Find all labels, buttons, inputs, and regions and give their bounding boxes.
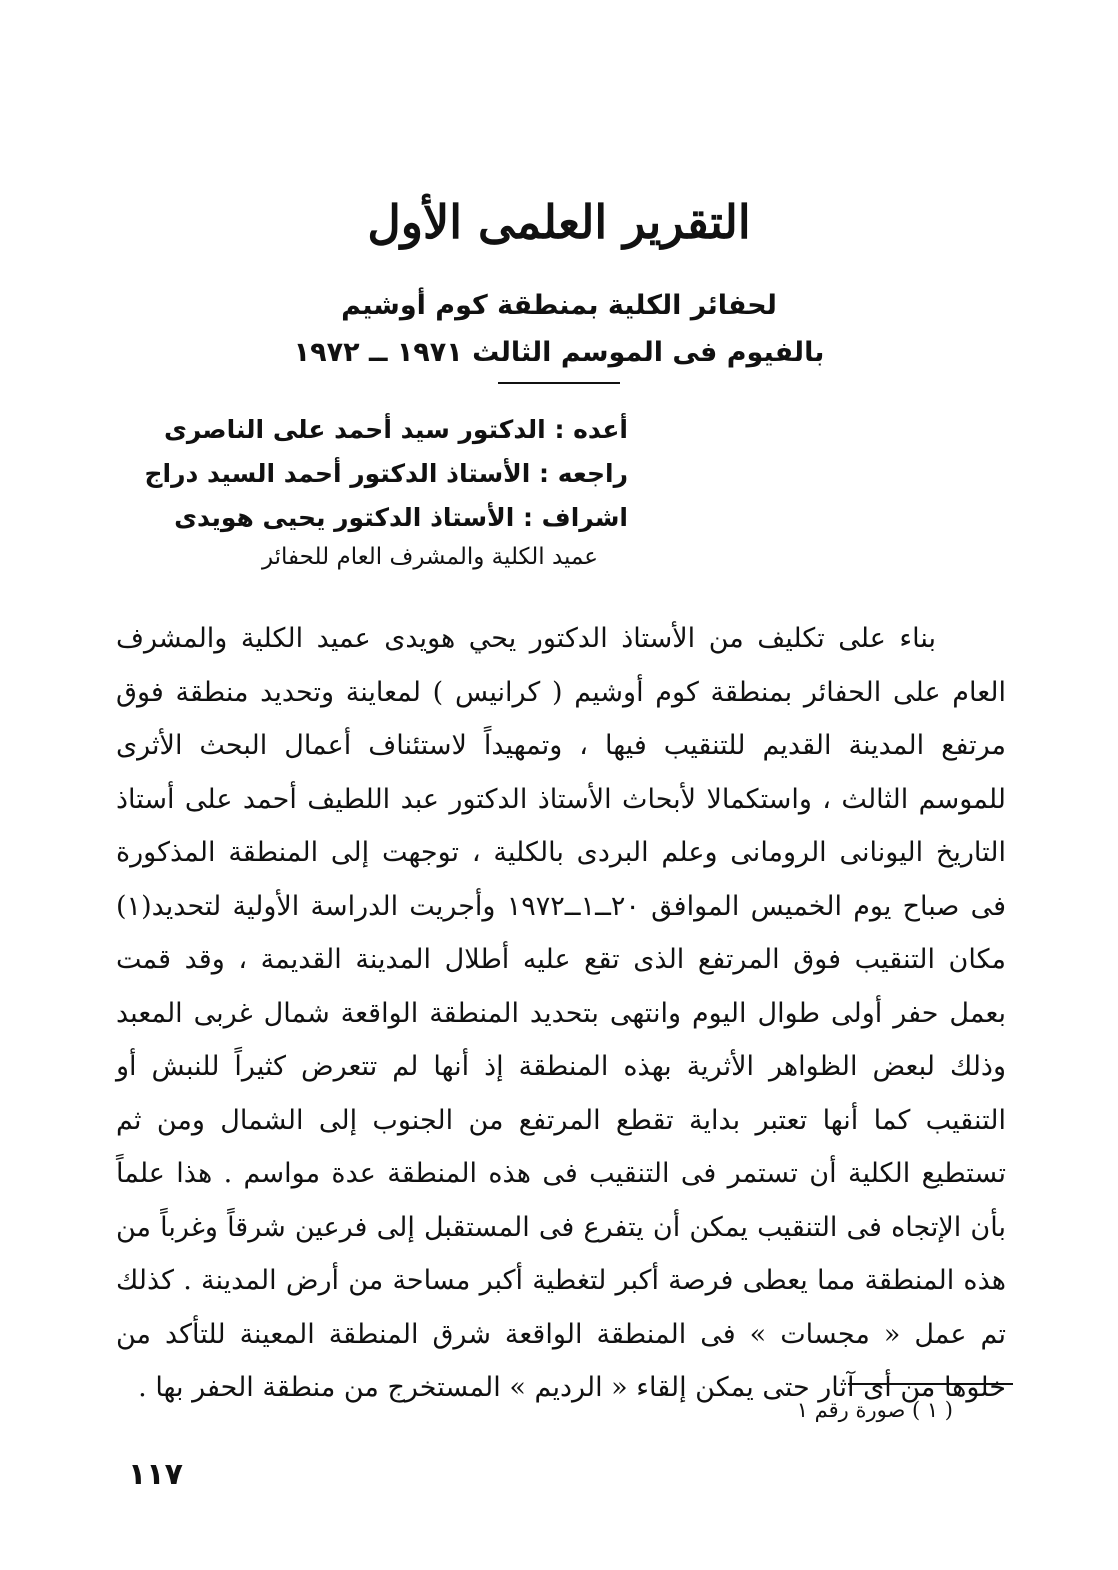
credits-block	[108, 408, 628, 574]
supervised-by: اشراف : الأستاذ الدكتور يحيى هويدى	[174, 503, 628, 532]
page-title: التقرير العلمى الأول	[367, 195, 751, 249]
body-text	[116, 612, 1006, 1415]
page-number: ١١٧	[128, 1457, 183, 1492]
reviewed-by: راجعه : الأستاذ الدكتور أحمد السيد دراج	[144, 459, 628, 488]
supervisor-title: عميد الكلية والمشرف العام للحفائر	[261, 544, 598, 570]
footnote: ( ١ ) صورة رقم ١	[796, 1398, 953, 1422]
body-paragraph: بناء على تكليف من الأستاذ الدكتور يحي هويدى عميد الكلية والمشرف العام على الحفائر بمنطقة كوم أوشيم ( كرانيس ) لمعاينة وتحديد منطقة فوق مرتفع المدينة القديم للتنقيب فيها ، وتمهيداً لاستئناف أعمال البحث الأثرى للموسم الثالث ، واستكمالا لأبحاث الأستاذ الدكتور عبد اللطيف أحمد على أستاذ التاريخ اليونانى الرومانى وعلم البردى بالكلية ، توجهت إلى المنطقة المذكورة فى صباح يوم الخميس الموافق ٢٠ــ١ــ١٩٧٢ وأجريت الدراسة الأولية لتحديد(١) مكان التنقيب فوق المرتفع الذى تقع عليه أطلال المدينة القديمة ، وقد قمت بعمل حفر أولى طوال اليوم وانتهى بتحديد المنطقة الواقعة شمال غربى المعبد وذلك لبعض الظواهر الأثرية بهذه المنطقة إذ أنها لم تتعرض كثيراً للنبش أو التنقيب كما أنها تعتبر بداية تقطع المرتفع من الجنوب إلى الشمال ومن ثم تستطيع الكلية أن تستمر فى التنقيب فى هذه المنطقة عدة مواسم . هذا علماً بأن الإتجاه فى التنقيب يمكن أن يتفرع فى المستقبل إلى فرعين شرقاً وغرباً من هذه المنطقة مما يعطى فرصة أكبر لتغطية أكبر مساحة من أرض المدينة . كذلك تم عمل « مجسات » فى المنطقة الواقعة شرق المنطقة المعينة للتأكد من خلوها من أى آثار حتى يمكن إلقاء « الرديم » المستخرج من منطقة الحفر بها .	[116, 623, 1007, 1403]
title-divider	[498, 382, 620, 384]
prepared-by: أعده : الدكتور سيد أحمد على الناصرى	[163, 415, 628, 444]
subtitle-line-1: لحفائر الكلية بمنطقة كوم أوشيم	[341, 290, 777, 321]
footnote-divider	[848, 1383, 1013, 1385]
subtitle-line-2: بالفيوم فى الموسم الثالث ١٩٧١ ــ ١٩٧٢	[293, 337, 825, 368]
